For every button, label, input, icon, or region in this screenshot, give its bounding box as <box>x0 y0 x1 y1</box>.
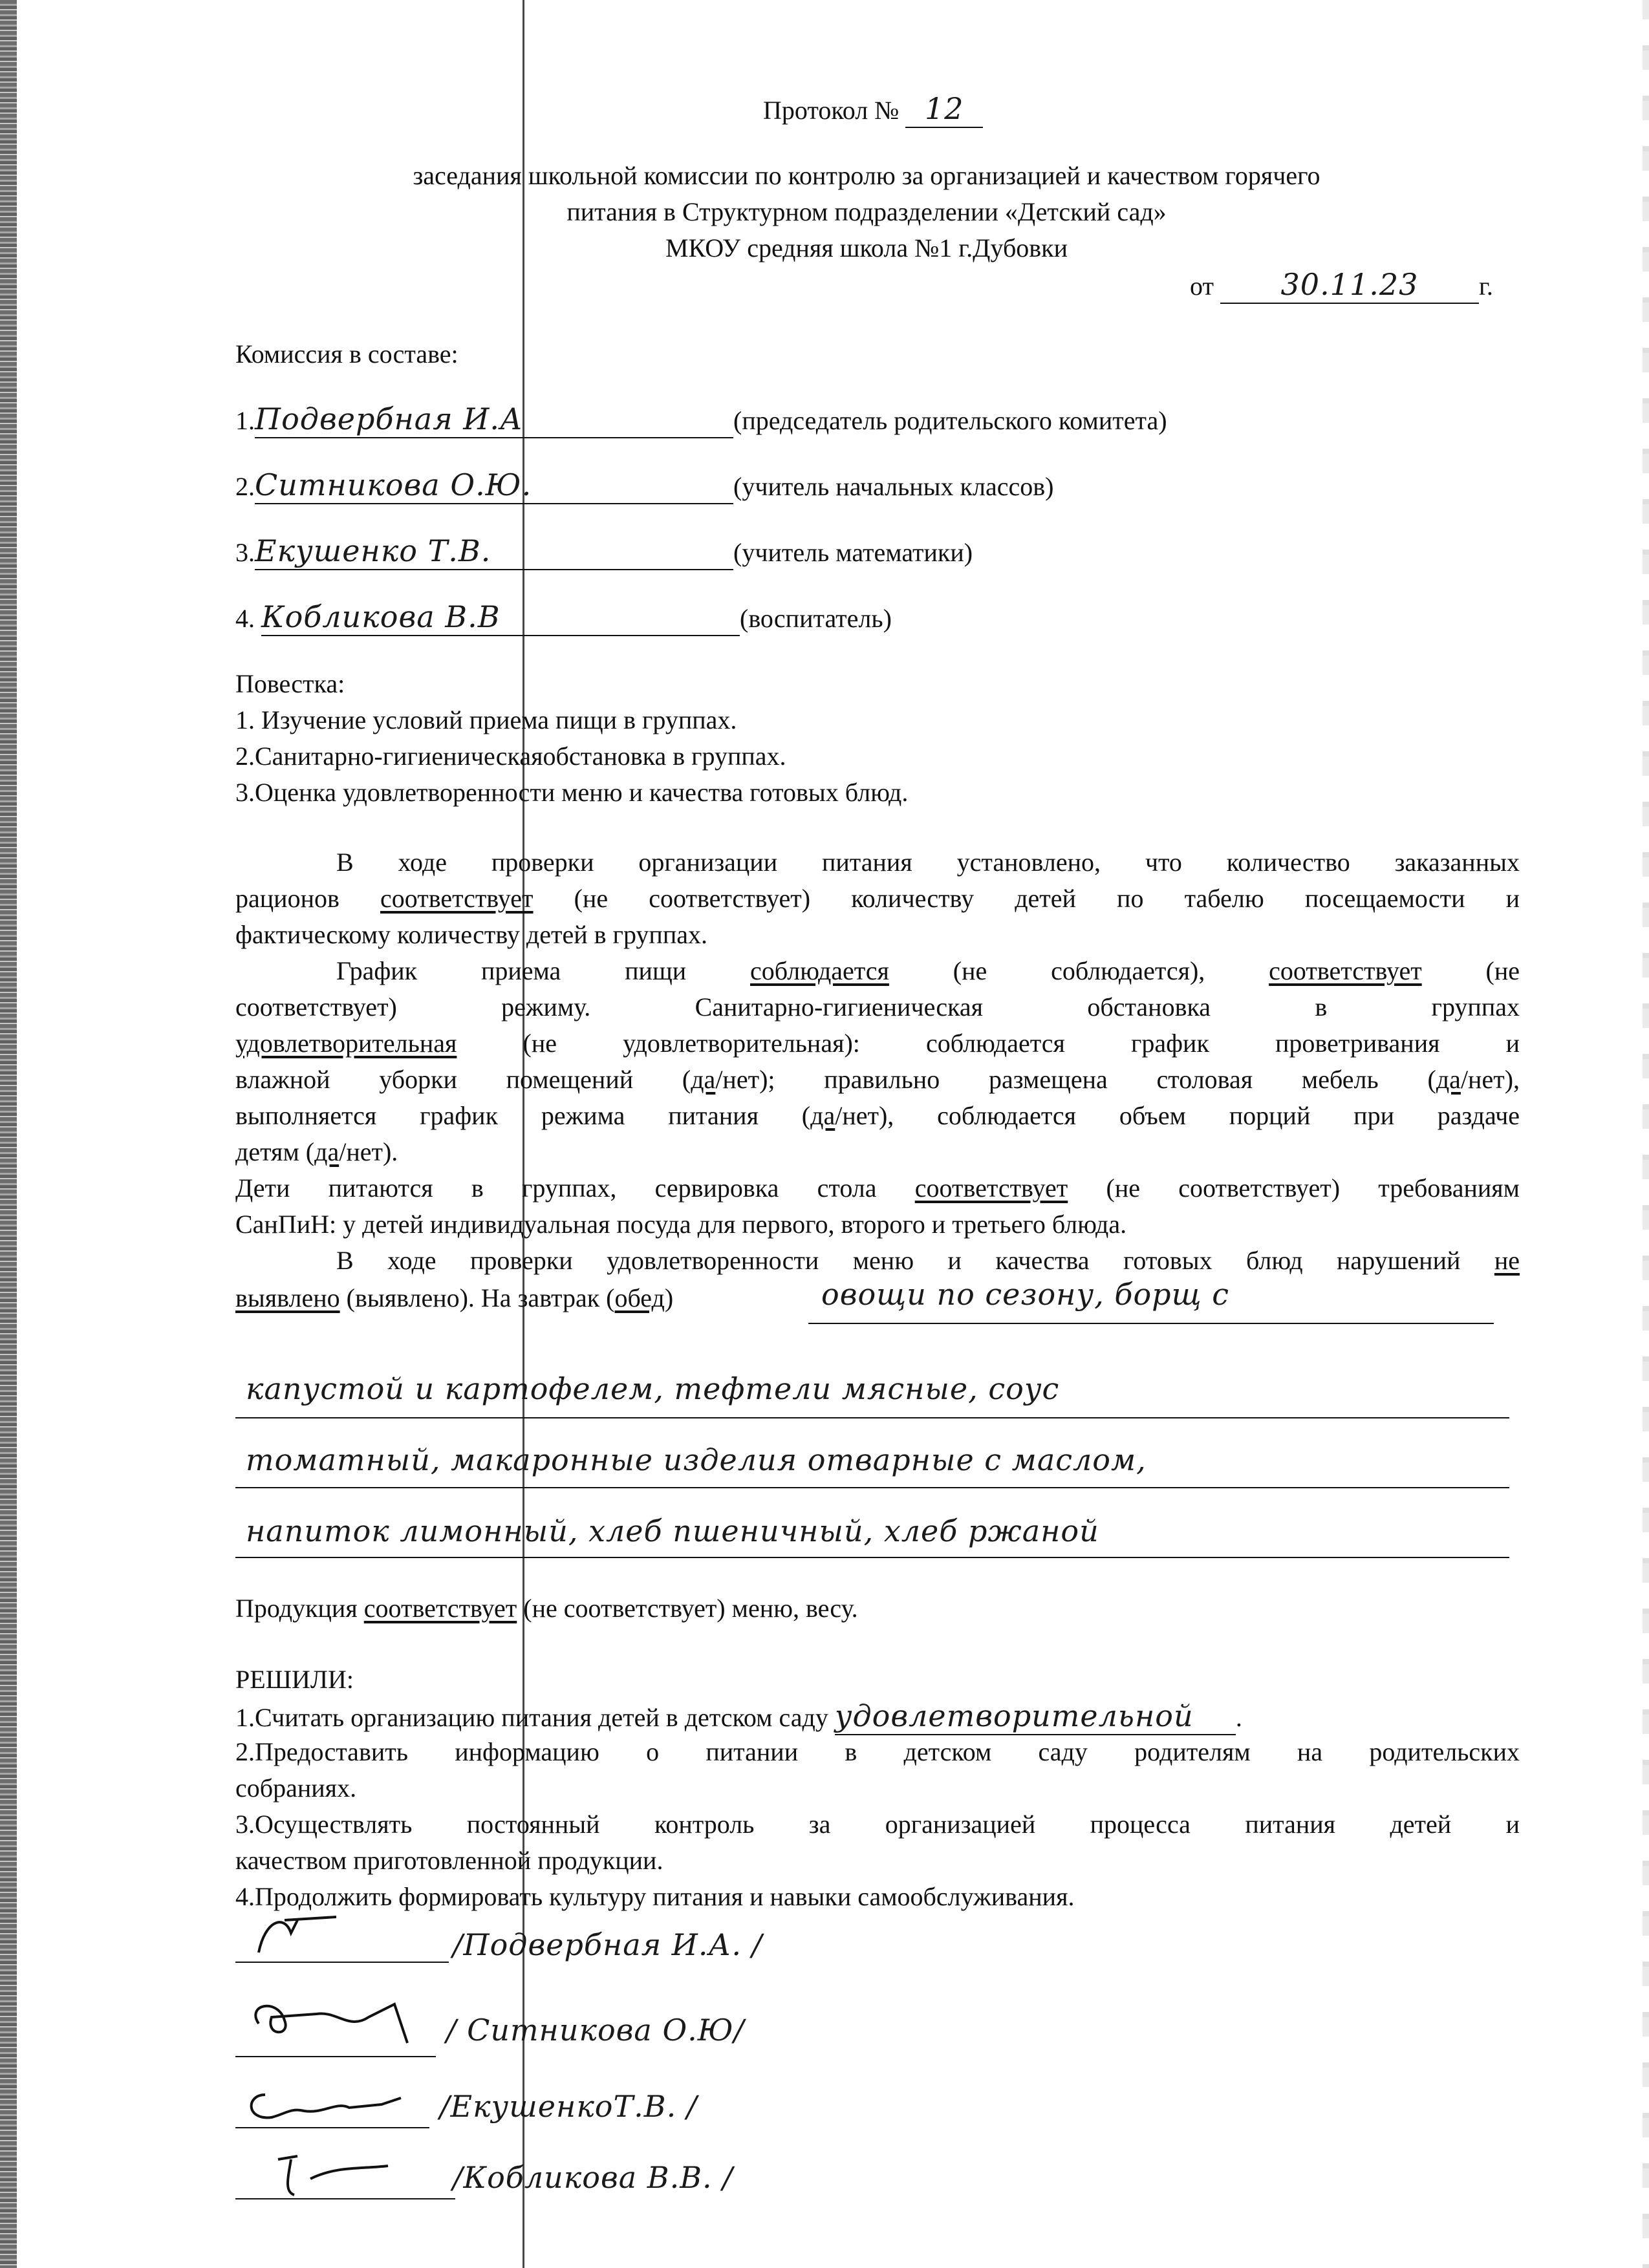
signature-name-4: /Кобликова В.В. / <box>453 2160 733 2195</box>
signature-scribble-icon <box>239 2069 433 2140</box>
member-name: Подвербная И.А <box>255 401 733 438</box>
member-role: (воспитатель) <box>740 604 892 633</box>
signature-line-2 <box>235 2056 436 2057</box>
text: /нет), соблюдается объем порций при раздаче <box>835 1101 1520 1130</box>
agenda-item-2: 2.Санитарно-гигиеническаяобстановка в группах. <box>235 742 786 771</box>
handwritten-evaluation: удовлетворительной <box>835 1698 1236 1735</box>
decision-2-line-2: собраниях. <box>235 1773 357 1803</box>
p1-line-3: фактическому количеству детей в группах. <box>235 920 707 949</box>
text: 1.Считать организацию питания детей в детском саду <box>235 1703 835 1732</box>
underlined-choice: да <box>1436 1065 1461 1094</box>
signature-3 <box>239 2069 433 2140</box>
underlined-choice: удовлетворительная <box>235 1029 457 1058</box>
underlined-choice: соответствует <box>380 884 534 913</box>
member-role: (учитель начальных классов) <box>733 472 1054 501</box>
protocol-date <box>1190 266 1493 305</box>
underlined-choice: соответствует <box>914 1173 1068 1203</box>
date-suffix: г. <box>1478 272 1493 301</box>
text: ) <box>664 1283 674 1312</box>
underlined-choice: соответствует <box>1269 956 1422 985</box>
signature-name-2: / Ситникова О.Ю/ <box>446 2013 745 2048</box>
commission-member-1 <box>235 401 1167 439</box>
member-number: 1. <box>235 406 255 435</box>
menu-underline-3 <box>235 1487 1509 1488</box>
agenda-label: Повестка: <box>235 669 345 698</box>
member-name: Ситникова О.Ю. <box>255 467 733 504</box>
text: /нет). <box>339 1137 398 1166</box>
p2-line-1 <box>336 953 1520 989</box>
text: рационов <box>235 884 380 913</box>
signature-scribble-icon <box>259 2140 414 2205</box>
p2-line-2: соответствует) режиму. Санитарно-гигиеническая обстановка в группах <box>235 992 1520 1022</box>
p3-line-2: СанПиН: у детей индивидуальная посуда для первого, второго и третьего блюда. <box>235 1210 1127 1239</box>
menu-handwritten-3: томатный, макаронные изделия отварные с маслом, <box>246 1442 1147 1477</box>
signature-scribble-icon <box>239 1985 433 2056</box>
text: детям ( <box>235 1137 315 1166</box>
commission-member-4 <box>235 599 892 637</box>
product-line <box>235 1590 858 1627</box>
p1-line-1: В ходе проверки организации питания установлено, что количество заказанных <box>336 848 1520 877</box>
member-name: Екушенко Т.В. <box>255 533 733 570</box>
text: (выявлено). На завтрак ( <box>339 1283 615 1312</box>
member-number: 3. <box>235 538 255 567</box>
p3-line-1 <box>235 1170 1520 1206</box>
text: . <box>1235 1703 1242 1732</box>
member-number: 4. <box>235 604 255 633</box>
member-role: (учитель математики) <box>733 538 973 567</box>
text: (не соответствует) меню, весу. <box>517 1594 858 1623</box>
underlined-choice: да <box>810 1101 835 1130</box>
text: /нет); правильно размещена столовая мебель ( <box>715 1065 1436 1094</box>
underlined-choice: да <box>314 1137 339 1166</box>
text: (не соответствует) количеству детей по табелю посещаемости и <box>533 884 1520 913</box>
p4-line-1 <box>336 1243 1520 1279</box>
signature-name-3: /ЕкушенкоТ.В. / <box>440 2089 698 2124</box>
p1-line-2 <box>235 881 1520 917</box>
signature-line-4 <box>235 2198 455 2199</box>
signature-1 <box>246 1907 388 1965</box>
menu-handwritten-1: овощи по сезону, борщ с <box>821 1277 1230 1312</box>
text: Дети питаются в группах, сервировка стола <box>235 1173 915 1203</box>
menu-underline-1 <box>808 1323 1494 1324</box>
text: (не <box>1421 956 1520 985</box>
date-prefix: от <box>1190 272 1214 301</box>
menu-underline-4 <box>235 1557 1509 1558</box>
date-value: 30.11.23 <box>1220 266 1479 304</box>
member-number: 2. <box>235 472 255 501</box>
menu-underline-2 <box>235 1417 1509 1418</box>
text: Продукция <box>235 1594 364 1623</box>
subtitle-line-3: МКОУ средняя школа №1 г.Дубовки <box>665 233 1068 262</box>
commission-member-2 <box>235 467 1053 505</box>
commission-member-3 <box>235 533 973 571</box>
decision-3-line-2: качеством приготовленной продукции. <box>235 1846 663 1875</box>
underlined-choice: не <box>1494 1246 1520 1275</box>
decision-4: 4.Продолжить формировать культуру питания и навыки самообслуживания. <box>235 1882 1075 1911</box>
member-role: (председатель родительского комитета) <box>733 406 1167 435</box>
subtitle-line-2: питания в Структурном подразделении «Детский сад» <box>566 197 1167 226</box>
commission-label: Комиссия в составе: <box>235 339 458 369</box>
signature-scribble-icon <box>246 1907 388 1965</box>
text: В ходе проверки удовлетворенности меню и качества готовых блюд нарушений <box>336 1246 1494 1275</box>
underlined-choice: выявлено <box>235 1283 340 1312</box>
text: (не соответствует) требованиям <box>1068 1173 1520 1203</box>
text: (не соблюдается), <box>889 956 1269 985</box>
menu-handwritten-2: капустой и картофелем, тефтели мясные, соус <box>246 1371 1060 1406</box>
underlined-choice: да <box>691 1065 716 1094</box>
decision-2-line-1: 2.Предоставить информацию о питании в детском саду родителям на родительских <box>235 1737 1520 1766</box>
protocol-number: 12 <box>905 91 983 128</box>
decision-label: РЕШИЛИ: <box>235 1665 354 1694</box>
scan-edge-right <box>1643 0 1649 2268</box>
decision-3-line-1: 3.Осуществлять постоянный контроль за организацией процесса питания детей и <box>235 1810 1520 1839</box>
text: (не удовлетворительная): соблюдается график проветривания и <box>457 1029 1520 1058</box>
decision-1 <box>235 1698 1242 1736</box>
signature-2 <box>239 1985 433 2056</box>
menu-handwritten-4: напиток лимонный, хлеб пшеничный, хлеб ржаной <box>246 1514 1099 1548</box>
underlined-choice: обед <box>614 1283 665 1312</box>
p2-line-3 <box>235 1025 1520 1062</box>
underlined-choice: соответствует <box>363 1594 517 1623</box>
p2-line-4 <box>235 1062 1520 1098</box>
p2-line-5 <box>235 1098 1520 1134</box>
text: влажной уборки помещений ( <box>235 1065 691 1094</box>
signature-4 <box>259 2140 414 2205</box>
protocol-title <box>763 91 983 129</box>
member-name: Кобликова В.В <box>261 599 740 636</box>
text: выполняется график режима питания ( <box>235 1101 811 1130</box>
scan-edge-left <box>0 0 17 2268</box>
agenda-item-3: 3.Оценка удовлетворенности меню и качества готовых блюд. <box>235 778 909 807</box>
underlined-choice: соблюдается <box>750 956 889 985</box>
protocol-title-prefix: Протокол № <box>763 96 900 125</box>
signature-name-1: /Подвербная И.А. / <box>453 1927 763 1962</box>
signature-line-3 <box>235 2127 429 2128</box>
signature-line-1 <box>235 1962 449 1963</box>
subtitle-line-1: заседания школьной комиссии по контролю за организацией и качеством горячего <box>413 161 1320 190</box>
text: /нет), <box>1460 1065 1520 1094</box>
text: График приема пищи <box>336 956 751 985</box>
p4-line-2 <box>235 1280 673 1316</box>
agenda-item-1: 1. Изучение условий приема пищи в группах. <box>235 705 737 734</box>
p2-line-6 <box>235 1134 398 1170</box>
